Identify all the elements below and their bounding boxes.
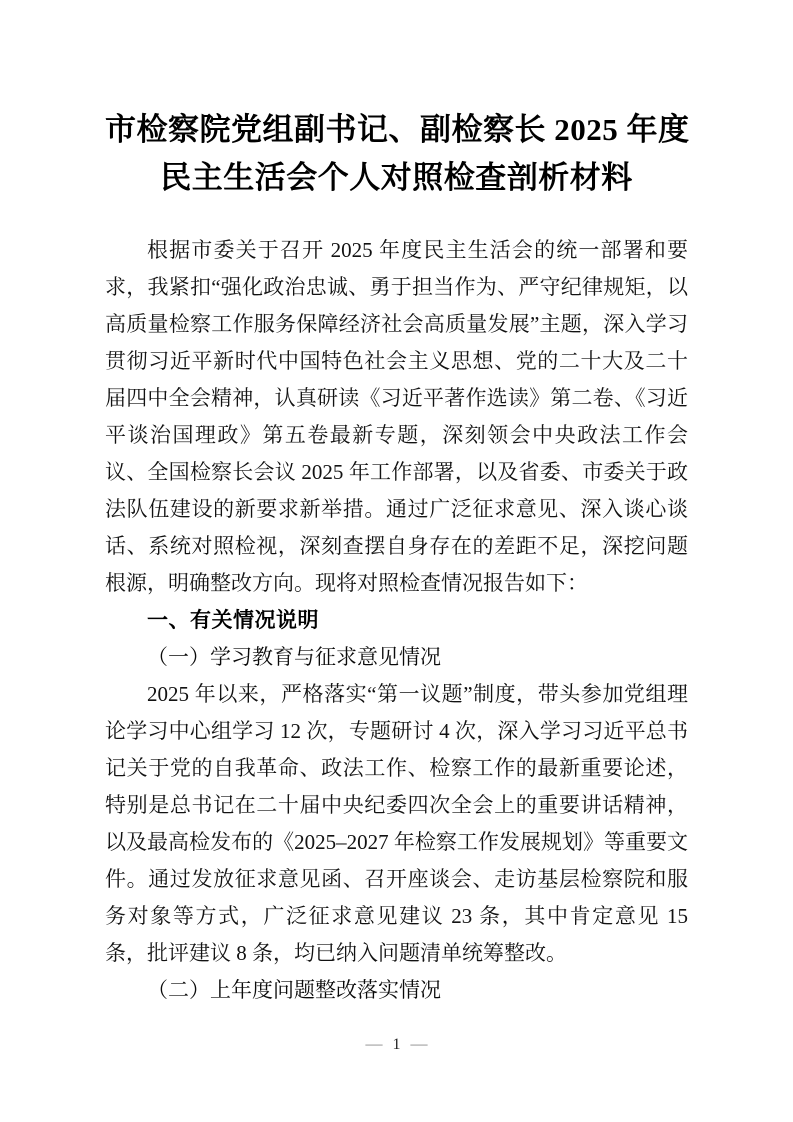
section-heading-situation-overview: 一、有关情况说明 <box>147 609 319 632</box>
document-title <box>105 106 688 202</box>
opening-paragraph: 根据市委关于召开 2025 年度民主生活会的统一部署和要求，我紧扣“强化政治忠诚、勇于担当作为、严守纪律规矩，以高质量检察工作服务保障经济社会高质量发展”主题，深入学习贯彻习近平新时代中国特色社会主义思想、党的二十大及二十届四中全会精神，认真研读《习近平著作选读》第二卷、《习近平谈治国理政》第五卷最新专题，深刻领会中央政法工作会议、全国检察长会议 2025 年工作部署，以及省委、市委关于政法队伍建设的新要求新举措。通过广泛征求意见、深入谈心谈话、系统对照检视，深刻查摆自身存在的差距不足，深挖问题根源，明确整改方向。现将对照检查情况报告如下： <box>105 238 688 595</box>
subsection-heading-learning-education: （一）学习教育与征求意见情况 <box>147 645 441 669</box>
document-body <box>105 232 688 1009</box>
title-line-1: 市检察院党组副书记、副检察长 2025 年度 <box>105 112 690 147</box>
paragraph-learning-education-details: 2025 年以来，严格落实“第一议题”制度，带头参加党组理论学习中心组学习 12 次，专题研讨 4 次，深入学习习近平总书记关于党的自我革命、政法工作、检察工作的最新重要论述，特别是总书记在二十届中央纪委四次全会上的重要讲话精神，以及最高检发布的《2025–2027 年检察工作发展规划》等重要文件。通过发放征求意见函、召开座谈会、走访基层检察院和服务对象等方式，广泛征求意见建议 23 条，其中肯定意见 15 条，批评建议 8 条，均已纳入问题清单统筹整改。 <box>105 682 688 965</box>
title-line-2: 民主生活会个人对照检查剖析材料 <box>160 160 633 195</box>
subsection-heading-rectification: （二）上年度问题整改落实情况 <box>147 978 441 1002</box>
footer-dash-right: — <box>410 1034 428 1053</box>
page-footer <box>0 1033 793 1056</box>
page-number: 1 <box>392 1036 401 1053</box>
footer-dash-left: — <box>365 1034 383 1053</box>
